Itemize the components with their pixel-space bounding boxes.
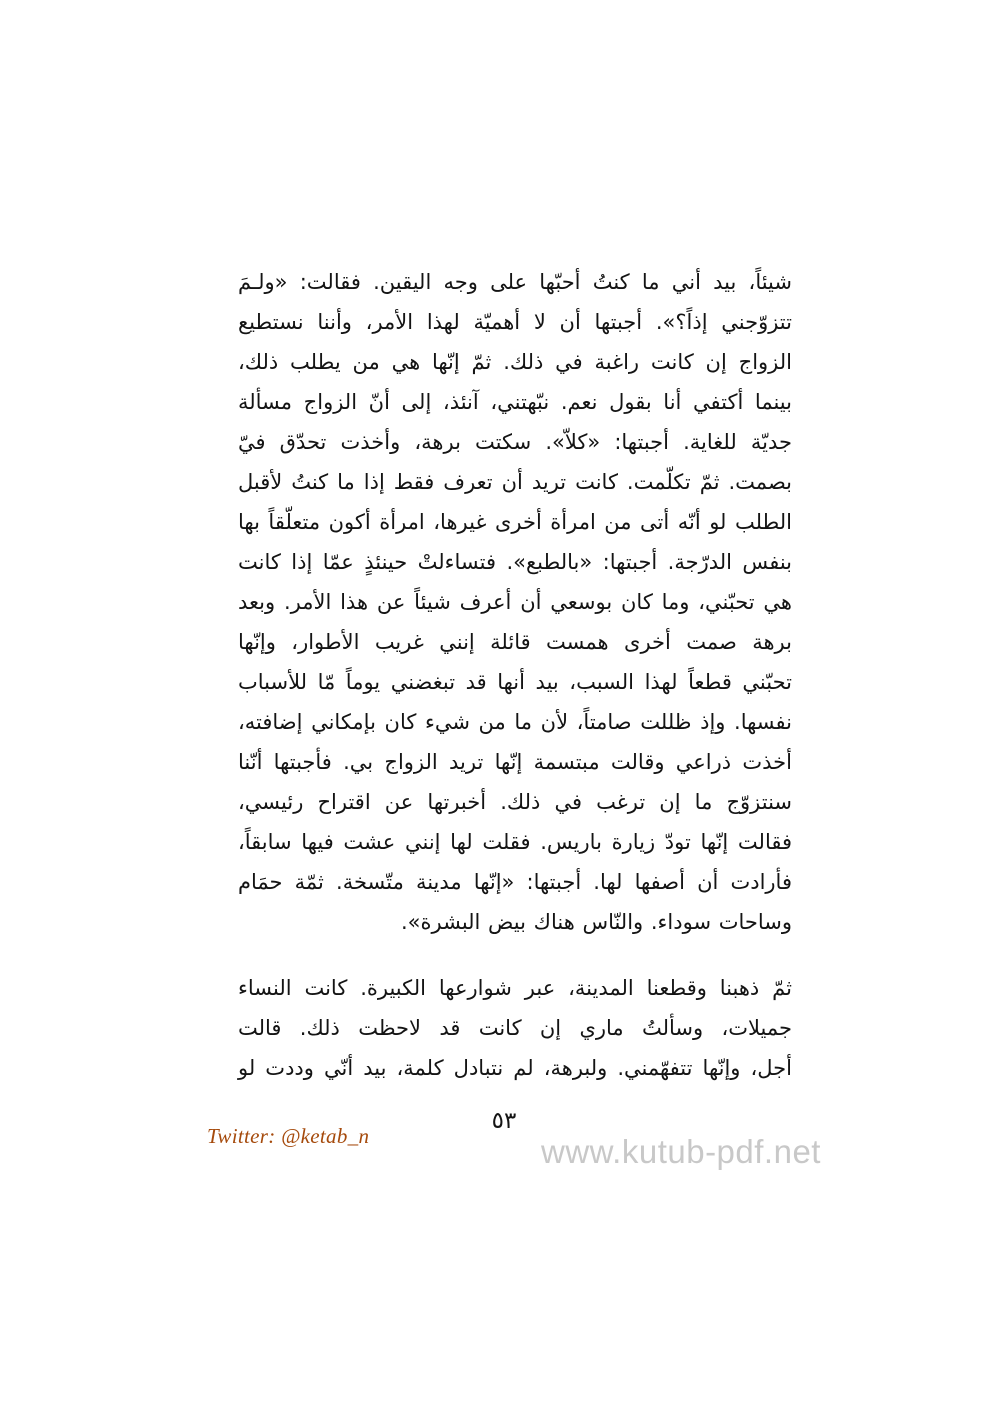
paragraph-1	[238, 262, 792, 942]
text-line: جديّة للغاية. أجبتها: «كلاّ». سكتت برهة، وأخذت تحدّق فيّ	[238, 430, 792, 454]
text-line: سنتزوّج ما إن ترغب في ذلك. أخبرتها عن اقتراح رئيسي،	[238, 790, 792, 814]
page-text	[238, 262, 792, 1088]
text-line: شيئاً، بيد أني ما كنتُ أحبّها على وجه اليقين. فقالت: «ولـمَ	[238, 270, 792, 294]
text-line: بصمت. ثمّ تكلّمت. كانت تريد أن تعرف فقط إذا ما كنتُ لأقبل	[238, 470, 792, 494]
text-line: الطلب لو أنّه أتى من امرأة أخرى غيرها، امرأة أكون متعلّقاً بها	[238, 510, 792, 534]
paragraph-2	[238, 968, 792, 1088]
text-line: أخذت ذراعي وقالت مبتسمة إنّها تريد الزواج بي. فأجبتها أنّنا	[238, 750, 792, 774]
text-line: تتزوّجني إذاً؟». أجبتها أن لا أهميّة لهذا الأمر، وأننا نستطيع	[238, 310, 792, 334]
text-line: بينما أكتفي أنا بقول نعم. نبّهتني، آنئذ، إلى أنّ الزواج مسألة	[238, 390, 792, 414]
page-number: ٥٣	[491, 1108, 517, 1134]
text-line: فأرادت أن أصفها لها. أجبتها: «إنّها مدينة متّسخة. ثمّة حمَام	[238, 870, 792, 894]
twitter-handle: Twitter: @ketab_n	[207, 1124, 370, 1148]
text-line: جميلات، وسألتُ ماري إن كانت قد لاحظت ذلك. قالت	[238, 1016, 792, 1040]
text-line: بنفس الدرّجة. أجبتها: «بالطبع». فتساءلتْ حينئذٍ عمّا إذا كانت	[238, 550, 792, 574]
text-line: الزواج إن كانت راغبة في ذلك. ثمّ إنّها هي من يطلب ذلك،	[238, 350, 792, 374]
text-line: وساحات سوداء. والنّاس هناك بيض البشرة».	[400, 910, 792, 934]
text-line: برهة صمت أخرى همست قائلة إنني غريب الأطوار، وإنّها	[238, 630, 792, 654]
text-line: فقالت إنّها تودّ زيارة باريس. فقلت لها إنني عشت فيها سابقاً،	[238, 830, 792, 854]
text-line: هي تحبّني، وما كان بوسعي أن أعرف شيئاً عن هذا الأمر. وبعد	[238, 590, 792, 614]
text-line: تحبّني قطعاً لهذا السبب، بيد أنها قد تبغضني يوماً مّا للأسباب	[238, 670, 792, 694]
watermark: www.kutub-pdf.net	[541, 1133, 821, 1170]
text-line: نفسها. وإذ ظللت صامتاً، لأن ما من شيء كان بإمكاني إضافته،	[238, 710, 792, 734]
text-line: أجل، وإنّها تتفهّمني. ولبرهة، لم نتبادل كلمة، بيد أنّي وددت لو	[238, 1056, 792, 1080]
text-line: ثمّ ذهبنا وقطعنا المدينة، عبر شوارعها الكبيرة. كانت النساء	[238, 976, 792, 1000]
